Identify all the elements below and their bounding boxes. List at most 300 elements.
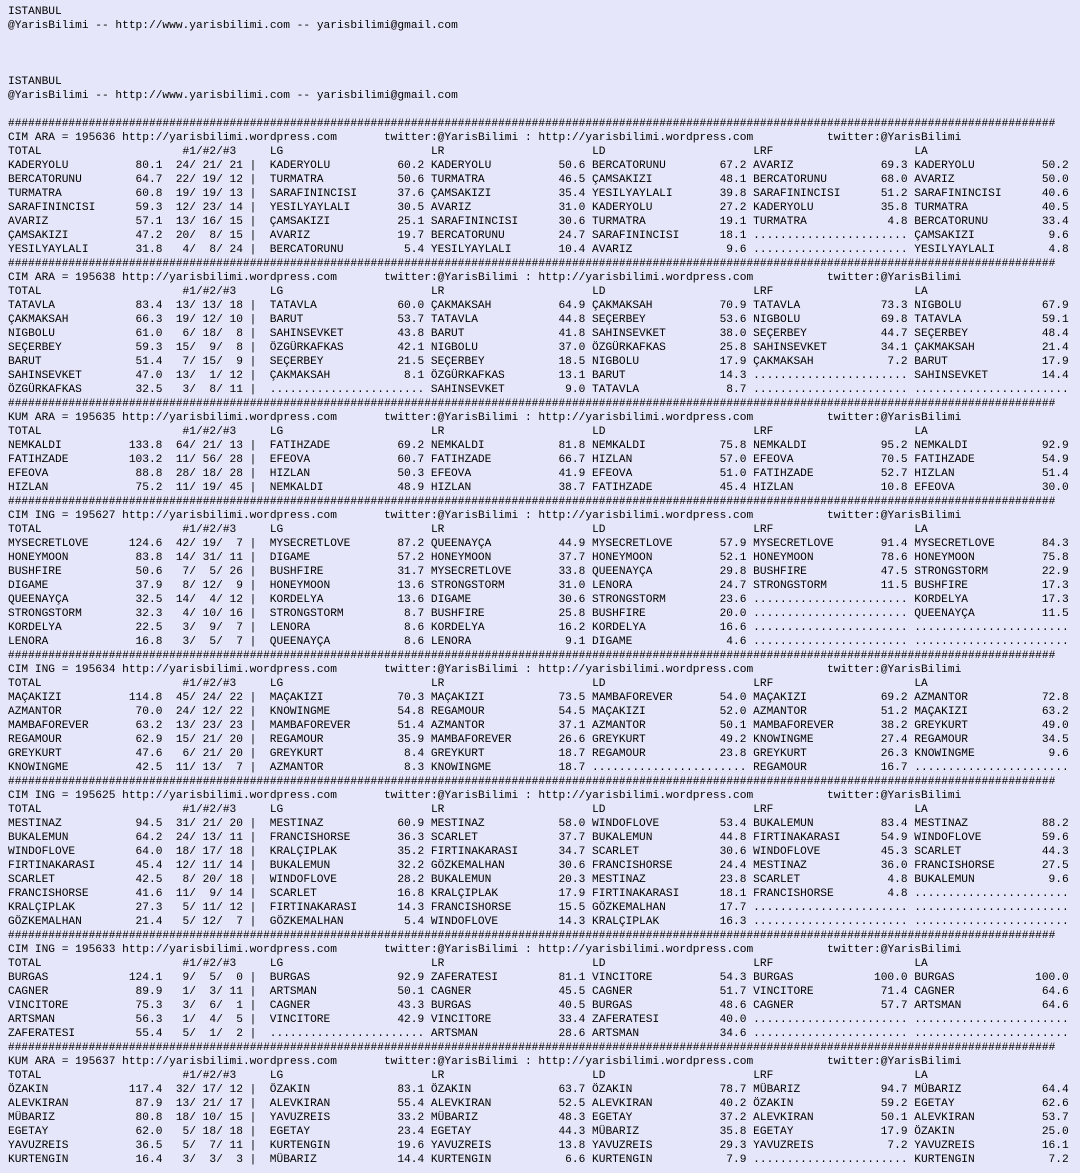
horse-name: YESILYAYLALI (592, 188, 673, 200)
site-link: http://yarisbilimi.wordpress.com (538, 664, 754, 676)
total-score: 133.8 (128, 440, 163, 452)
total-score: 50.6 (135, 566, 163, 578)
rank-cell-ld (592, 1139, 753, 1153)
rank-cell-la (914, 355, 1068, 369)
placing-2: 21 (202, 160, 217, 172)
score: 63.7 (558, 1084, 586, 1096)
horse-name: AZMANTOR (753, 706, 807, 718)
rank-cell-lg (270, 1083, 431, 1097)
slash: / (216, 734, 223, 746)
horse-name: EFEOVA (914, 482, 955, 494)
horse-name: NEMKALDI (914, 440, 968, 452)
horse-name: TURMATRA (914, 202, 968, 214)
rank-cell-lg (270, 887, 431, 901)
rank-cell-ld (592, 831, 753, 845)
total-score: 61.0 (135, 328, 163, 340)
score: 35.9 (397, 734, 425, 746)
horse-name: BERCATORUNU (592, 160, 666, 172)
horse-name: ARTSMAN (592, 1028, 640, 1040)
total-score: 31.8 (135, 244, 163, 256)
slash: / (189, 916, 196, 928)
placing-1: 32 (175, 1084, 190, 1096)
column-divider: | (249, 244, 257, 256)
score: 100.0 (874, 972, 908, 984)
rank-cell-lr (431, 215, 592, 229)
contact-info: @YarisBilimi -- http://www.yarisbilimi.com -- yarisbilimi@gmail.com (8, 90, 458, 102)
score: 7.2 (887, 1140, 908, 1152)
slash: / (189, 216, 196, 228)
rank-cell-lr (431, 607, 592, 621)
horse-name: HONEYMOON (8, 552, 69, 564)
score: 27.2 (719, 202, 747, 214)
rank-cell-lrf (753, 1083, 914, 1097)
rank-cell-lrf (753, 341, 914, 355)
rank-cell-lrf (753, 621, 914, 635)
column-divider: | (249, 1126, 257, 1138)
horse-name: FRANCISHORSE (592, 860, 673, 872)
placing-1: 12 (175, 202, 190, 214)
horse-name: BURGAS (753, 972, 794, 984)
horse-name: MAMBAFOREVER (430, 734, 512, 746)
score: 75.8 (719, 440, 747, 452)
slash: / (216, 314, 223, 326)
slash: / (189, 1154, 196, 1166)
rank-cell-lrf (753, 159, 914, 173)
total-score: 51.4 (135, 356, 163, 368)
score: 40.6 (1041, 188, 1069, 200)
horse-name: NEMKALDI (8, 440, 62, 452)
empty-placeholder: ....................... (914, 636, 1069, 648)
placing-2: 21 (202, 1098, 217, 1110)
empty-placeholder: ....................... (914, 916, 1069, 928)
score: 25.8 (558, 608, 586, 620)
score: 35.8 (719, 1126, 747, 1138)
score: 7.2 (887, 356, 908, 368)
rank-cell-ld (592, 1083, 753, 1097)
site-link: http://yarisbilimi.wordpress.com (122, 944, 337, 956)
slash: / (189, 846, 196, 858)
column-header-ld: LD (592, 524, 606, 536)
horse-name: FATIHZADE (914, 454, 975, 466)
rank-cell-ld (592, 551, 753, 565)
rank-cell-la (914, 831, 1068, 845)
score: 21.4 (1041, 342, 1069, 354)
score: 24.7 (719, 580, 747, 592)
rank-cell-la (914, 215, 1068, 229)
rank-cell-la (914, 607, 1068, 621)
rank-cell-ld (592, 1027, 753, 1041)
total-score: 75.3 (135, 1000, 163, 1012)
score: 53.7 (1041, 1112, 1069, 1124)
column-divider: | (249, 482, 257, 494)
rank-cell-lr (431, 453, 592, 467)
placing-3: 14 (229, 888, 243, 900)
horse-name: BUKALEMUN (430, 874, 492, 886)
rank-cell-ld (592, 593, 753, 607)
column-header-line (8, 677, 1080, 691)
score: 54.3 (719, 972, 747, 984)
horse-name: FATIHZADE (269, 440, 331, 452)
rank-cell-lr (431, 817, 592, 831)
placing-3: 11 (229, 832, 243, 844)
rank-cell-lrf (753, 383, 914, 397)
horse-name: HONEYMOON (914, 552, 975, 564)
score: 18.1 (719, 888, 747, 900)
score: 60.9 (397, 818, 425, 830)
twitter-handle: twitter:@YarisBilimi (827, 272, 962, 284)
horse-name: HONEYMOON (753, 552, 814, 564)
score: 36.0 (880, 860, 908, 872)
rank-cell-lg (270, 313, 431, 327)
rank-cell-lg (270, 159, 431, 173)
placing-1: 1 (182, 1014, 190, 1026)
horse-name: SCARLET (592, 846, 640, 858)
rank-cell-ld (592, 733, 753, 747)
horse-name: YAVUZREIS (430, 1140, 492, 1152)
slash: / (189, 762, 196, 774)
slash: / (216, 818, 223, 830)
placing-3: 7 (236, 622, 243, 634)
rank-cell-lrf (753, 481, 914, 495)
column-divider: | (249, 174, 257, 186)
placing-3: 16 (229, 608, 243, 620)
rank-cell-lr (431, 369, 592, 383)
rank-cell-ld (592, 439, 753, 453)
placing-1: 3 (182, 384, 190, 396)
horse-name: LENORA (8, 636, 49, 648)
column-divider: | (249, 188, 257, 200)
score: 23.4 (397, 1126, 425, 1138)
rank-cell-ld (592, 229, 753, 243)
column-divider: | (249, 762, 257, 774)
horse-name: BURGAS (592, 1000, 633, 1012)
score: 4.6 (726, 636, 747, 648)
score: 37.1 (558, 720, 586, 732)
horse-name: SCARLET (269, 888, 317, 900)
total-score: 75.2 (135, 482, 163, 494)
horse-name: EGETAY (753, 1126, 794, 1138)
rank-cell-lr (431, 719, 592, 733)
rank-cell-la (914, 845, 1068, 859)
separator: ############################################################################################################################################################ (8, 650, 1056, 662)
horse-name: TURMATRA (8, 188, 62, 200)
rank-cell-lrf (753, 551, 914, 565)
rank-cell-la (914, 383, 1068, 397)
horse-name: MYSECRETLOVE (914, 538, 995, 550)
slash: / (189, 342, 196, 354)
horse-name: ÇAKMAKSAH (8, 314, 69, 326)
site-link: http://yarisbilimi.wordpress.com (122, 664, 337, 676)
score: 40.2 (719, 1098, 747, 1110)
total-score: 64.7 (135, 174, 163, 186)
score: 8.6 (404, 636, 425, 648)
horse-name: EFEOVA (430, 468, 472, 480)
rank-cell-ld (592, 215, 753, 229)
score: 60.7 (397, 454, 425, 466)
separator-line (8, 929, 1080, 943)
rank-cell-lr (431, 159, 592, 173)
placing-2: 19 (202, 188, 217, 200)
column-header-lg: LG (269, 524, 284, 536)
horse-name: SEÇERBEY (753, 328, 807, 340)
rank-cell-lrf (753, 1139, 914, 1153)
score: 64.9 (558, 300, 586, 312)
slash: / (189, 328, 196, 340)
column-header-la: LA (914, 524, 928, 536)
horse-name: AVARIZ (753, 160, 794, 172)
rank-cell-la (914, 1111, 1068, 1125)
placing-3: 9 (236, 580, 243, 592)
slash: / (216, 1014, 223, 1026)
horse-name: SARAFININCISI (753, 188, 841, 200)
placing-1: 5 (182, 1028, 190, 1040)
total-score: 47.0 (135, 370, 163, 382)
horse-name: BERCATORUNU (8, 174, 82, 186)
rank-cell-lg (270, 355, 431, 369)
total-score: 59.3 (135, 202, 163, 214)
placing-3: 15 (229, 1112, 243, 1124)
city-label: ISTANBUL (8, 6, 62, 18)
score: 16.7 (880, 762, 908, 774)
rank-cell-lr (431, 593, 592, 607)
rank-cell-lg (270, 733, 431, 747)
column-header-lrf: LRF (753, 146, 774, 158)
rank-cell-lg (270, 845, 431, 859)
horse-name: MAMBAFOREVER (592, 692, 673, 704)
column-divider: | (249, 440, 257, 452)
horse-name: WINDOFLOVE (8, 846, 76, 858)
race-row (8, 817, 1080, 831)
score: 26.3 (880, 748, 908, 760)
slash: / (189, 160, 196, 172)
rank-cell-lr (431, 635, 592, 649)
column-divider: | (249, 972, 257, 984)
empty-placeholder: ....................... (269, 1028, 425, 1040)
site-link: http://yarisbilimi.wordpress.com (122, 132, 337, 144)
rank-cell-ld (592, 537, 753, 551)
column-divider: | (249, 1154, 257, 1166)
slash: / (189, 622, 196, 634)
rank-cell-lrf (753, 817, 914, 831)
column-divider: | (249, 1000, 257, 1012)
rank-cell-lrf (753, 1097, 914, 1111)
score: 51.0 (719, 468, 747, 480)
score: 9.1 (565, 636, 586, 648)
race-row (8, 243, 1080, 257)
score: 51.4 (1041, 468, 1069, 480)
placing-2: 8 (209, 384, 217, 396)
score: 8.6 (404, 622, 425, 634)
column-header-la: LA (914, 804, 928, 816)
placing-1: 19 (175, 188, 190, 200)
placing-3: 28 (229, 468, 243, 480)
placing-2: 1 (209, 1028, 217, 1040)
separator: ############################################################################################################################################################ (8, 258, 1056, 270)
column-divider: | (249, 1112, 257, 1124)
score: 59.6 (1041, 832, 1069, 844)
score: 9.6 (1048, 874, 1069, 886)
rank-cell-ld (592, 999, 753, 1013)
rank-cell-ld (592, 621, 753, 635)
column-header-ld: LD (592, 426, 606, 438)
total-score: 66.3 (135, 314, 163, 326)
race-title: CIM ING = 195633 (8, 944, 116, 956)
score: 14.4 (397, 1154, 425, 1166)
horse-name: STRONGSTORM (8, 608, 82, 620)
race-row (8, 215, 1080, 229)
site-link: http://yarisbilimi.wordpress.com (538, 1056, 754, 1068)
rank-cell-lg (270, 187, 431, 201)
horse-name: ZAFERATESI (8, 1028, 76, 1040)
placing-2: 24 (202, 692, 217, 704)
score: 29.8 (719, 566, 747, 578)
score: 8.1 (404, 370, 425, 382)
rank-cell-ld (592, 565, 753, 579)
slash: / (189, 356, 196, 368)
score: 59.1 (1041, 314, 1069, 326)
horse-name: BUKALEMUN (753, 818, 814, 830)
score: 50.6 (558, 160, 586, 172)
horse-name: TURMATRA (753, 216, 807, 228)
horse-name: EGETAY (269, 1126, 311, 1138)
horse-name: BARUT (8, 356, 42, 368)
score: 18.7 (558, 748, 586, 760)
horse-name: BERCATORUNU (430, 230, 505, 242)
horse-name: GREYKURT (8, 748, 62, 760)
score: 83.1 (397, 1084, 425, 1096)
horse-name: KURTENGIN (430, 1154, 492, 1166)
column-divider: | (249, 538, 257, 550)
rank-cell-lr (431, 229, 592, 243)
race-row (8, 369, 1080, 383)
empty-placeholder: ....................... (753, 622, 908, 634)
score: 43.8 (397, 328, 425, 340)
rank-cell-la (914, 1027, 1068, 1041)
slash: / (189, 1140, 196, 1152)
rank-cell-lg (270, 607, 431, 621)
horse-name: YESILYAYLALI (269, 202, 351, 214)
horse-name: HONEYMOON (430, 552, 492, 564)
score: 4.8 (887, 888, 908, 900)
column-divider: | (249, 888, 257, 900)
column-divider: | (249, 454, 257, 466)
score: 19.7 (397, 230, 425, 242)
rank-cell-lrf (753, 579, 914, 593)
score: 81.8 (558, 440, 586, 452)
rank-cell-la (914, 1083, 1068, 1097)
column-header-lr: LR (430, 286, 445, 298)
placing-3: 20 (229, 734, 243, 746)
placing-2: 3 (209, 1154, 217, 1166)
total-score: 88.8 (135, 468, 163, 480)
rank-cell-la (914, 341, 1068, 355)
total-score: 59.3 (135, 342, 163, 354)
rank-cell-lrf (753, 1125, 914, 1139)
total-score: 36.5 (135, 1140, 163, 1152)
rank-cell-la (914, 1125, 1068, 1139)
slash: / (216, 300, 223, 312)
slash: / (216, 636, 223, 648)
score: 7.2 (1048, 1154, 1069, 1166)
rank-cell-ld (592, 859, 753, 873)
horse-name: WINDOFLOVE (269, 874, 337, 886)
race-row (8, 733, 1080, 747)
column-divider: | (249, 356, 257, 368)
column-header-la: LA (914, 958, 928, 970)
placing-2: 4 (209, 1014, 217, 1026)
horse-name: AVARIZ (269, 230, 311, 242)
score: 38.0 (719, 328, 747, 340)
rank-cell-la (914, 593, 1068, 607)
separator: ############################################################################################################################################################ (8, 1042, 1056, 1054)
rank-cell-lg (270, 915, 431, 929)
horse-name: KADERYOLU (8, 160, 69, 172)
placing-3: 22 (229, 706, 243, 718)
score: 17.7 (719, 902, 747, 914)
score: 70.5 (880, 454, 908, 466)
placing-2: 12 (202, 916, 217, 928)
placing-1: 28 (175, 468, 190, 480)
separator: ############################################################################################################################################################ (8, 398, 1056, 410)
race-row (8, 607, 1080, 621)
score: 81.1 (558, 972, 586, 984)
slash: / (189, 1112, 196, 1124)
score: 8.3 (404, 762, 425, 774)
score: 92.9 (397, 972, 425, 984)
column-header-lg: LG (269, 678, 284, 690)
score: 60.0 (397, 300, 425, 312)
column-header-lg: LG (269, 286, 284, 298)
placing-1: 5 (182, 916, 190, 928)
rank-cell-ld (592, 369, 753, 383)
empty-placeholder: ....................... (753, 230, 908, 242)
rank-cell-lrf (753, 719, 914, 733)
score: 35.8 (880, 202, 908, 214)
race-row (8, 551, 1080, 565)
score: 48.1 (719, 174, 747, 186)
placing-1: 6 (182, 328, 190, 340)
horse-name: BUSHFIRE (269, 566, 324, 578)
rank-cell-lg (270, 873, 431, 887)
race-row (8, 985, 1080, 999)
rank-cell-lg (270, 327, 431, 341)
race-row (8, 383, 1080, 397)
column-header-lrf: LRF (753, 958, 774, 970)
rank-cell-la (914, 733, 1068, 747)
horse-name: YAVUZREIS (592, 1140, 653, 1152)
rank-cell-lrf (753, 537, 914, 551)
horse-name: GÖZKEMALHAN (269, 916, 344, 928)
empty-placeholder: ....................... (592, 762, 747, 774)
race-row (8, 1139, 1080, 1153)
horse-name: WINDOFLOVE (430, 916, 499, 928)
rank-cell-la (914, 187, 1068, 201)
contact-info: @YarisBilimi -- http://www.yarisbilimi.com -- yarisbilimi@gmail.com (8, 20, 458, 32)
placing-2: 13 (202, 300, 217, 312)
rank-cell-lg (270, 439, 431, 453)
score: 75.8 (1041, 552, 1069, 564)
column-header-ld: LD (592, 286, 606, 298)
slash: / (189, 188, 196, 200)
header-contact-line (8, 19, 1080, 33)
slash: / (216, 1000, 223, 1012)
separator-line (8, 649, 1080, 663)
horse-name: CAGNER (269, 1000, 311, 1012)
column-header-lg: LG (269, 958, 284, 970)
score: 54.5 (558, 706, 586, 718)
race-row (8, 1027, 1080, 1041)
horse-name: TATAVLA (430, 314, 478, 326)
